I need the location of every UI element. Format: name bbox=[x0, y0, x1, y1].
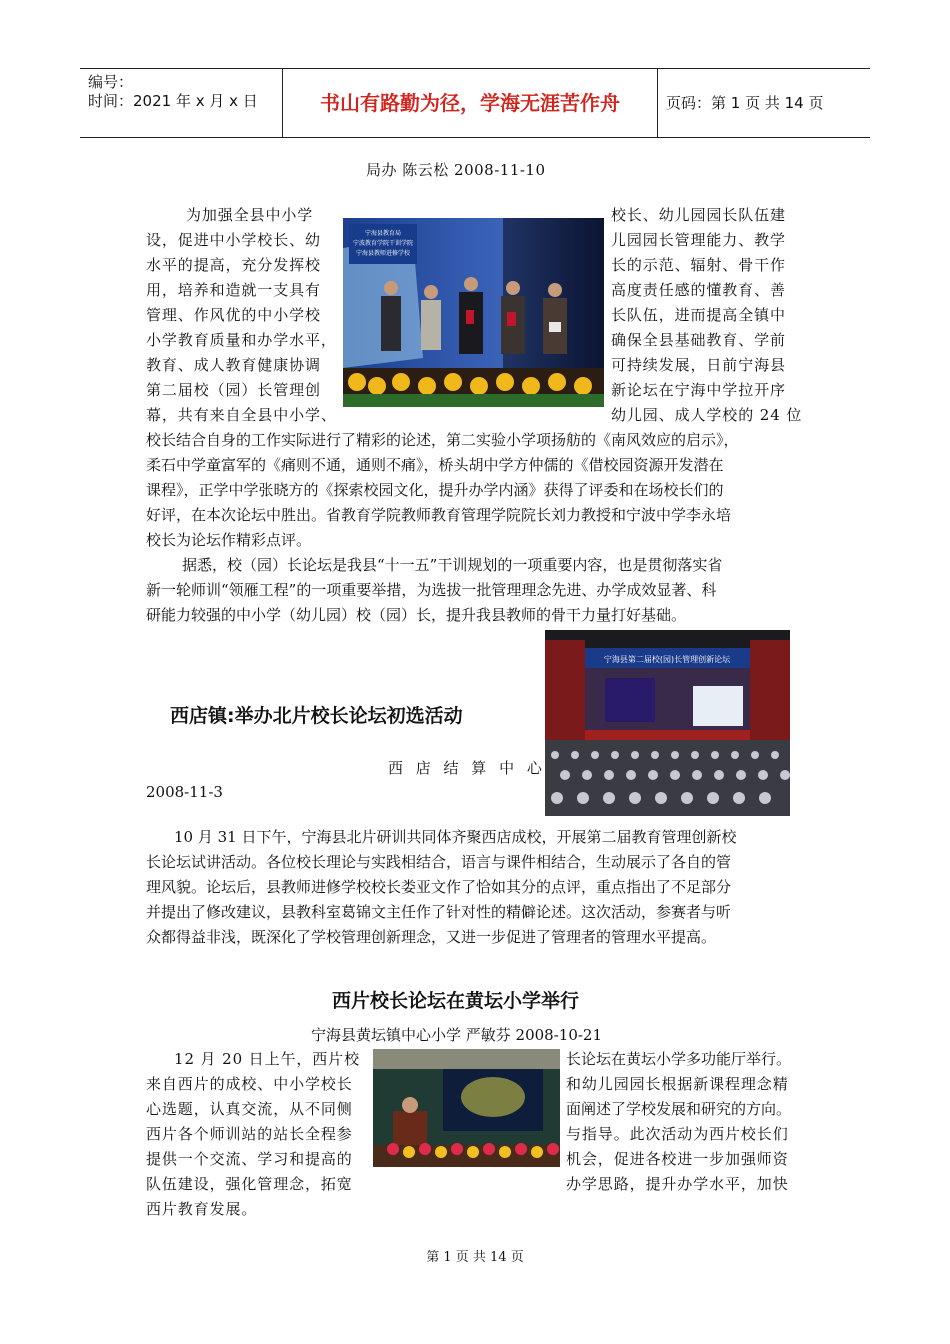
article3-byline: 宁海县黄坛镇中心小学 严敏芬 2008-10-21 bbox=[311, 1026, 603, 1044]
number-label: 编号： bbox=[88, 73, 134, 91]
article3-text-line: 来自西片的成校、中小学校长 bbox=[146, 1075, 353, 1093]
article1-byline: 局办 陈云松 2008-11-10 bbox=[366, 161, 546, 179]
article2-text-line: 长论坛试讲活动。各位校长理论与实践相结合，语言与课件相结合，生动展示了各自的管 bbox=[146, 853, 732, 871]
article1-text-line: 长队伍，进而提高全镇中 bbox=[611, 306, 786, 324]
speaker-photo bbox=[373, 1049, 560, 1167]
article1-text-line: 教育、成人教育健康协调 bbox=[146, 356, 321, 374]
article1-text-line: 儿园园长管理能力、教学 bbox=[611, 231, 786, 249]
article1-text-line: 水平的提高，充分发挥校 bbox=[146, 256, 321, 274]
article1-text-line: 确保全县基础教育、学前 bbox=[611, 331, 786, 349]
article2-text-line: 并提出了修改建议，县教科室葛锦文主任作了针对性的精僻论述。这次活动，参赛者与听 bbox=[146, 903, 732, 921]
banner-text-line: 宁波教育学院干训学院 bbox=[352, 240, 414, 247]
article1-text-line: 可持续发展，日前宁海县 bbox=[611, 356, 786, 374]
article1-text-line: 新一轮师训“领雁工程”的一项重要举措，为选拔一批管理理念先进、办学成效显著、科 bbox=[146, 581, 717, 599]
article1-text-line: 幕，共有来自全县中小学、 bbox=[146, 406, 337, 424]
article1-text-line: 为加强全县中小学 bbox=[186, 206, 314, 224]
article2-text-line: 10 月 31 日下午，宁海县北片研训共同体齐聚西店成校，开展第二届教育管理创新校 bbox=[174, 828, 737, 846]
page-footer: 第 1 页 共 14 页 bbox=[426, 1250, 524, 1265]
article1-text-line: 小学教育质量和办学水平， bbox=[146, 331, 337, 349]
article1-text-line: 课程》，正学中学张晓方的《探索校园文化，提升办学内涵》获得了评委和在场校长们的 bbox=[146, 481, 724, 499]
article1-text-line: 校长结合自身的工作实际进行了精彩的论述，第二实验小学项扬舫的《南风效应的启示》， bbox=[146, 431, 739, 449]
article2-date: 2008-11-3 bbox=[146, 783, 223, 801]
award-ceremony-photo bbox=[343, 218, 604, 407]
banner-text-line: 宁海县教师进修学校 bbox=[355, 250, 411, 257]
article3-text-line: 长论坛在黄坛小学多功能厅举行。 bbox=[566, 1050, 792, 1068]
article3-text-line: 办学思路，提升办学水平，加快 bbox=[566, 1175, 789, 1193]
article1-text-line: 用，培养和造就一支具有 bbox=[146, 281, 321, 299]
article1-text-line: 据悉，校（园）长论坛是我县“十一五”干训规划的一项重要内容，也是贯彻落实省 bbox=[182, 556, 723, 574]
page-header bbox=[80, 68, 870, 138]
forum-banner-text: 宁海县第二届校(园)长管理创新论坛 bbox=[603, 655, 731, 664]
article2-text-line: 众都得益非浅，既深化了学校管理创新理念，又进一步促进了管理者的管理水平提高。 bbox=[146, 928, 717, 946]
article3-text-line: 12 月 20 日上午，西片校 bbox=[174, 1050, 360, 1068]
article3-text-line: 心选题，认真交流，从不同侧 bbox=[146, 1100, 353, 1118]
article3-text-line: 机会，促进各校进一步加强师资 bbox=[566, 1150, 789, 1168]
article1-text-line: 新论坛在宁海中学拉开序 bbox=[611, 381, 786, 399]
article3-text-line: 提供一个交流、学习和提高的 bbox=[146, 1150, 353, 1168]
award-ceremony-image bbox=[343, 218, 604, 407]
article1-text-line: 研能力较强的中小学（幼儿园）校（园）长，提升我县教师的骨干力量打好基础。 bbox=[146, 606, 687, 624]
article3-text-line: 面阐述了学校发展和研究的方向。 bbox=[566, 1100, 792, 1118]
article1-text-line: 管理、作风优的中小学校 bbox=[146, 306, 321, 324]
header-motto: 书山有路勤为径，学海无涯苦作舟 bbox=[282, 69, 658, 137]
article1-text-line: 长的示范、辐射、骨干作 bbox=[611, 256, 786, 274]
article3-text-line: 和幼儿园园长根据新课程理念精 bbox=[566, 1075, 789, 1093]
article1-text-line: 设，促进中小学校长、幼 bbox=[146, 231, 321, 249]
speaker-image bbox=[373, 1049, 560, 1167]
header-page-info: 页码：第 1 页 共 14 页 bbox=[666, 94, 824, 112]
article1-text-line: 高度责任感的懂教育、善 bbox=[611, 281, 786, 299]
forum-auditorium-photo bbox=[545, 630, 790, 816]
article3-text-line: 队伍建设，强化管理念，拓宽 bbox=[146, 1175, 353, 1193]
article2-title: 西店镇:举办北片校长论坛初选活动 bbox=[170, 705, 463, 727]
article3-title: 西片校长论坛在黄坛小学举行 bbox=[332, 990, 580, 1012]
article2-text-line: 理风貌。论坛后，县教师进修学校校长娄亚文作了恰如其分的点评，重点指出了不足部分 bbox=[146, 878, 732, 896]
article1-text-line: 幼儿园、成人学校的 24 位 bbox=[611, 406, 803, 424]
article1-text-line: 校长、幼儿园园长队伍建 bbox=[611, 206, 786, 224]
article3-text-line: 与指导。此次活动为西片校长们 bbox=[566, 1125, 789, 1143]
article2-source: 西 店 结 算 中 心 bbox=[388, 759, 546, 777]
article1-text-line: 校长为论坛作精彩点评。 bbox=[146, 531, 312, 549]
article3-text-line: 西片各个师训站的站长全程参 bbox=[146, 1125, 353, 1143]
article3-text-line: 西片教育发展。 bbox=[146, 1200, 258, 1218]
article1-text-line: 第二届校（园）长管理创 bbox=[146, 381, 321, 399]
banner-text-line: 宁海县教育局 bbox=[364, 230, 402, 237]
forum-auditorium-image bbox=[545, 630, 790, 816]
article1-text-line: 好评，在本次论坛中胜出。省教育学院教师教育管理学院院长刘力教授和宁波中学李永培 bbox=[146, 506, 732, 524]
time-label: 时间：2021 年 x 月 x 日 bbox=[88, 92, 258, 110]
article1-text-line: 柔石中学童富军的《痛则不通，通则不痛》，桥头胡中学方仲儒的《借校园资源开发潜在 bbox=[146, 456, 724, 474]
header-meta bbox=[80, 69, 282, 141]
